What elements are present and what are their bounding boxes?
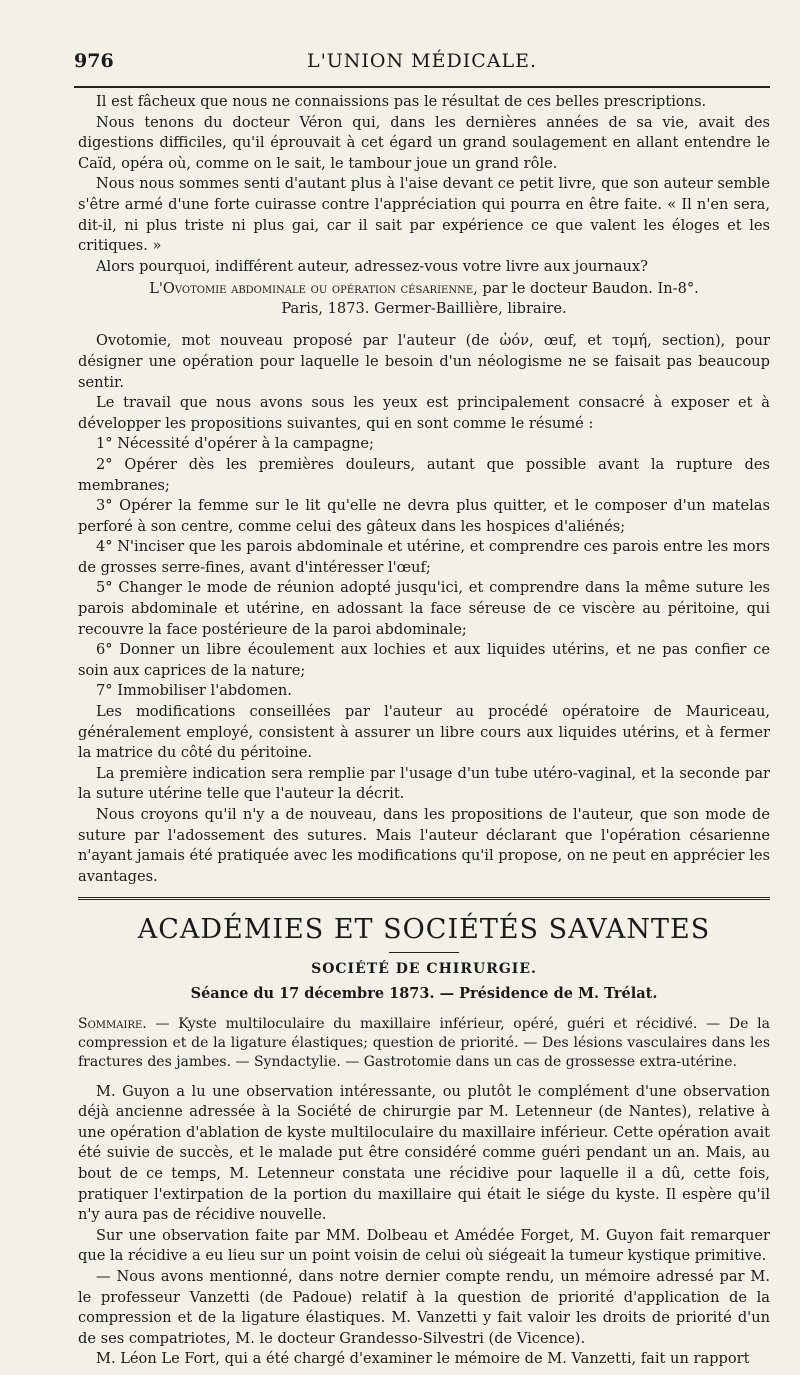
page-body bbox=[78, 92, 770, 1370]
book-imprint: Paris, 1873. Germer-Baillière, libraire. bbox=[281, 300, 567, 318]
paragraph: Sur une observation faite par MM. Dolbeau et Amédée Forget, M. Guyon fait remarquer que la récidive a eu lieu sur un point voisin de celui où siégeait la tumeur kystique primitive. bbox=[78, 1226, 770, 1265]
paragraph: Nous tenons du docteur Véron qui, dans les dernières années de sa vie, avait des digestions difficiles, qu'il éprouvait à cet égard un grand soulagement en allant entendre le Caïd, opéra où, comme on le sait, le tambour joue un grand rôle. bbox=[78, 113, 770, 172]
paragraph: Nous croyons qu'il n'y a de nouveau, dans les propositions de l'auteur, que son mode de suture par l'adossement des sutures. Mais l'auteur déclarant que l'opération césarienne n'ayant jamais été pratiquée avec les modifications qu'il propose, on ne peut en apprécier les avantages. bbox=[78, 806, 770, 885]
header-rule bbox=[74, 86, 770, 88]
proposition-item: 7° Immobiliser l'abdomen. bbox=[96, 682, 292, 700]
paragraph: Nous nous sommes senti d'autant plus à l'aise devant ce petit livre, que son auteur semble s'être armé d'une forte cuirasse contre l'appréciation qui pourra en être faite. « Il n'en sera, dit-il, ni plus triste ni plus gai, car il sait par expérience ce que valent les éloges et les critiques. » bbox=[78, 175, 770, 255]
proposition-item: 4° N'inciser que les parois abdominale et utérine, et comprendre ces parois entre les mors de grosses serre-fines, avant d'intéresser l'œuf; bbox=[78, 538, 770, 576]
paragraph: Le travail que nous avons sous les yeux est principalement consacré à exposer et à développer les propositions suivantes, qui en sont comme le résumé : bbox=[78, 394, 770, 432]
running-title: L'UNION MÉDICALE. bbox=[306, 50, 538, 72]
page-header bbox=[74, 50, 770, 80]
title-rule bbox=[389, 952, 459, 953]
society-heading: SOCIÉTÉ DE CHIRURGIE. bbox=[311, 961, 537, 978]
session-summary bbox=[78, 1015, 770, 1072]
paragraph: M. Léon Le Fort, qui a été chargé d'examiner le mémoire de M. Vanzetti, fait un rapport bbox=[96, 1350, 750, 1368]
proposition-item: 2° Opérer dès les premières douleurs, autant que possible avant la rupture des membranes; bbox=[78, 455, 770, 494]
session-heading: Séance du 17 décembre 1873. — Présidence de M. Trélat. bbox=[190, 984, 658, 1002]
paragraph: La première indication sera remplie par l'usage d'un tube utéro-vaginal, et la seconde par la suture utérine telle que l'auteur la décrit. bbox=[78, 764, 770, 803]
proposition-item: 3° Opérer la femme sur le lit qu'elle ne devra plus quitter, et le composer d'un matelas perforé à son centre, comme celui des gâteux dans les hospices d'aliénés; bbox=[78, 497, 770, 535]
summary-text: — Kyste multiloculaire du maxillaire inférieur, opéré, guéri et récidivé. — De la compression et de la ligature élastiques; question de priorité. — Des lésions vasculaires dans les fractures des jambes. — Syndactylie. — Gastrotomie dans un cas de grossesse extra-utérine. bbox=[78, 1015, 770, 1070]
summary-label: Sommaire. bbox=[78, 1015, 147, 1032]
book-reference bbox=[78, 279, 770, 319]
proposition-item: 5° Changer le mode de réunion adopté jusqu'ici, et comprendre dans la même suture les parois abdominale et utérine, en adossant la face séreuse de ce viscère au péritoine, qui recouvre la face postérieure de la paroi abdominale; bbox=[78, 579, 770, 638]
paragraph: Il est fâcheux que nous ne connaissions pas le résultat de ces belles prescriptions. bbox=[96, 93, 707, 110]
paragraph: Ovotomie, mot nouveau proposé par l'auteur (de ὠόν, œuf, et τομή, section), pour désigner une opération pour laquelle le besoin d'un néologisme ne se faisait pas beaucoup sentir. bbox=[78, 332, 770, 391]
section-divider bbox=[78, 897, 770, 900]
paragraph: — Nous avons mentionné, dans notre dernier compte rendu, un mémoire adressé par M. le professeur Vanzetti (de Padoue) relatif à la question de priorité d'application de la compression et de la ligature élastiques. M. Vanzetti y fait valoir les droits de priorité d'un de ses compatriotes, M. le docteur Grandesso-Silvestri (de Vicence). bbox=[78, 1267, 770, 1347]
paragraph: M. Guyon a lu une observation intéressante, ou plutôt le complément d'une observation déjà ancienne adressée à la Société de chirurgie par M. Letenneur (de Nantes), relative à une opération d'ablation de kyste multiloculaire du maxillaire inférieur. Cette opération avait été suivie de succès, et le malade put être considéré comme guéri pendant un an. Mais, au bout de ce temps, M. Letenneur constata une récidive pour laquelle il a dû, cette fois, pratiquer l'extirpation de la portion du maxillaire qui était le siége du kyste. Il espère qu'il n'y aura pas de récidive nouvelle. bbox=[78, 1082, 770, 1224]
page-number: 976 bbox=[74, 50, 114, 72]
section-title: ACADÉMIES ET SOCIÉTÉS SAVANTES bbox=[137, 914, 711, 946]
book-title: L'Ovotomie abdominale ou opération césarienne, bbox=[149, 280, 478, 298]
proposition-item: 1° Nécessité d'opérer à la campagne; bbox=[96, 435, 374, 453]
paragraph: Les modifications conseillées par l'auteur au procédé opératoire de Mauriceau, généralement employé, consistent à assurer un libre cours aux liquides utérins, et à fermer la matrice du côté du péritoine. bbox=[78, 703, 770, 762]
paragraph: Alors pourquoi, indifférent auteur, adressez-vous votre livre aux journaux? bbox=[96, 257, 648, 275]
book-author: par le docteur Baudon. In-8°. bbox=[482, 280, 699, 298]
proposition-item: 6° Donner un libre écoulement aux lochies et aux liquides utérins, et ne pas confier ce soin aux caprices de la nature; bbox=[78, 641, 770, 679]
